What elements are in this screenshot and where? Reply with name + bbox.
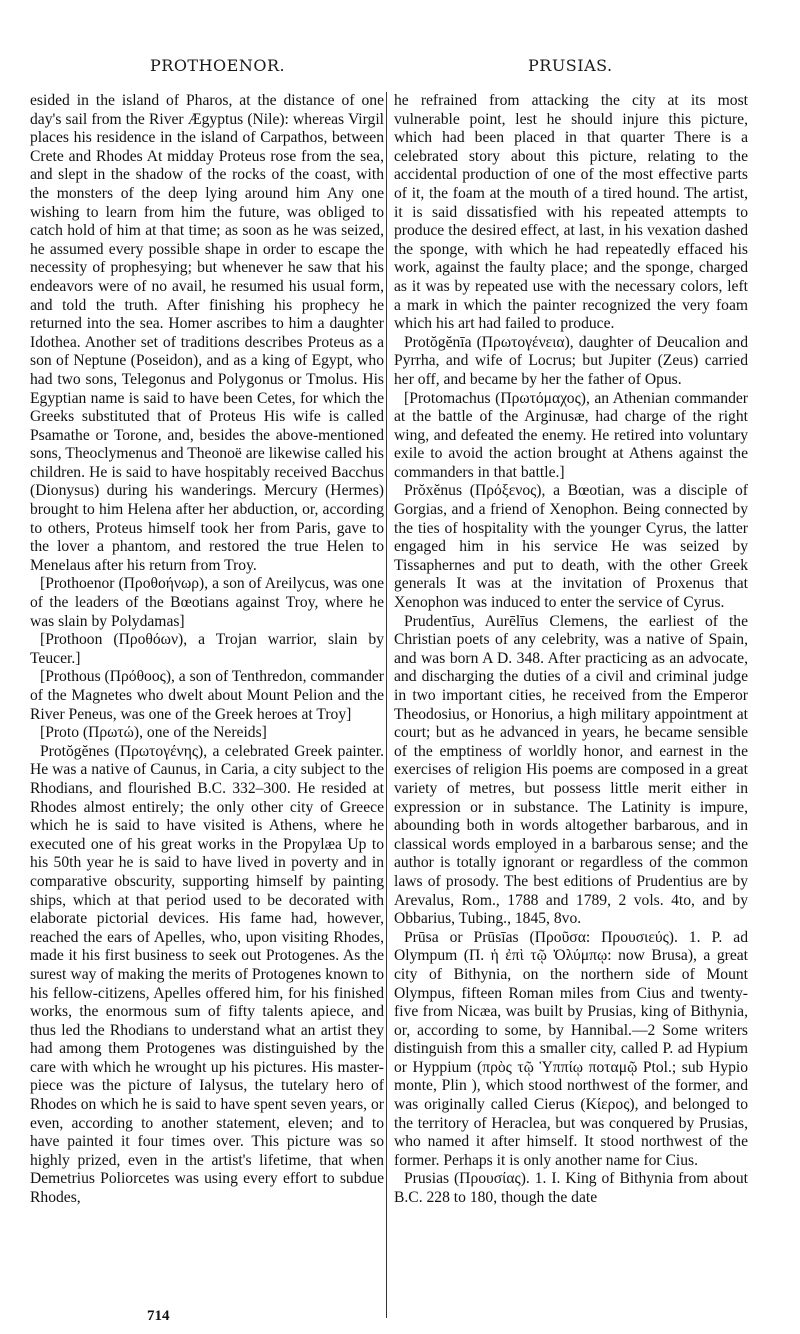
- entry-proxenus: Prŏxĕnus (Πρόξενος), a Bœotian, was a disciple of Gorgias, and a friend of Xenophon. Being connected by the ties of hospitality with the younger Cyrus, the latter engaged him in his service He was seized by Tissaphernes and put to death, with the other Greek generals It was at the invitation of Proxenus that Xenophon was induced to enter the service of Cyrus.: [394, 482, 748, 612]
- column-divider: [386, 92, 387, 1318]
- running-head-left: PROTHOENOR.: [150, 56, 286, 75]
- entry-prothoenor: [Prothoenor (Προθοήνωρ), a son of Areilycus, was one of the leaders of the Bœotians against Troy, where he was slain by Polydamas]: [30, 575, 384, 630]
- entry-proteus-continued: esided in the island of Pharos, at the distance of one day's sail from the River Ægyptus (Nile): whereas Virgil places his residence in the island of Carpathos, between Crete and Rhodes At midday Proteus rose from the sea, and slept in the shadow of the rocks of the coast, with the monsters of the deep lying around him Any one wishing to learn from him the future, was obliged to catch hold of him at that time; as soon as he was seized, he assumed every possible shape in order to escape the necessity of prophesying; but whenever he saw that his endeavors were of no avail, he resumed his usual form, and told the truth. After finishing his prophecy he returned into the sea. Homer ascribes to him a daughter Idothea. Another set of traditions describes Proteus as a son of Neptune (Poseidon), and as a king of Egypt, who had two sons, Telegonus and Polygonus or Tmolus. His Egyptian name is said to have been Cetes, for which the Greeks substituted that of Proteus His wife is called Psamathe or Torone, and, besides the above-mentioned sons, Theoclymenus and Theonoë are likewise called his children. He is said to have hospitably received Bacchus (Dionysus) during his wanderings. Mercury (Hermes) brought to him Helena after her abduction, or, according to others, Proteus himself took her from Paris, gave to the lover a phantom, and restored the true Helen to Menelaus after his return from Troy.: [30, 92, 384, 574]
- entry-protogenes-continued: he refrained from attacking the city at its most vulnerable point, lest he should injure this picture, which had been placed in that quarter There is a celebrated story about this picture, relating to the accidental production of one of the most effective parts of it, the foam at the mouth of a tired hound. The artist, it is said dissatisfied with his repeated attempts to produce the desired effect, at last, in his vexation dashed the sponge, with which he had repeatedly effaced his work, against the faulty place; and the sponge, charged as it was by repeated use with the necessary colors, left a mark in which the painter recognized the very foam which his art had failed to produce.: [394, 92, 748, 333]
- entry-prothoon: [Prothoon (Προθόων), a Trojan warrior, slain by Teucer.]: [30, 631, 384, 667]
- entry-protogenes: Protŏgĕnes (Πρωτογένης), a celebrated Greek painter. He was a native of Caunus, in Caria, a city subject to the Rhodians, and flourished B.C. 332–300. He resided at Rhodes almost entirely; the only other city of Greece which he is said to have visited is Athens, where he executed one of his great works in the Propylæa Up to his 50th year he is said to have lived in poverty and in comparative obscurity, supporting himself by painting ships, which at that period used to be decorated with elaborate pictorial devices. His fame had, however, reached the ears of Apelles, who, upon visiting Rhodes, made it his first business to seek out Protogenes. As the surest way of making the merits of Protogenes known to his fellow-citizens, Apelles offered him, for his finished works, the enormous sum of fifty talents apiece, and thus led the Rhodians to understand what an artist they had among them Protogenes was distinguished by the care with which he wrought up his pictures. His master-piece was the picture of Ialysus, the tutelary hero of Rhodes on which he is said to have spent seven years, or even, according to another statement, eleven; and to have painted it four times over. This picture was so highly prized, even in the artist's lifetime, that when Demetrius Poliorcetes was using every effort to subdue Rhodes,: [30, 742, 384, 1207]
- entry-protomachus: [Protomachus (Πρωτόμαχος), an Athenian commander at the battle of the Arginusæ, had charge of the right wing, and defeated the enemy. He retired into voluntary exile to avoid the action brought at Athens against the commanders in that battle.]: [394, 389, 748, 481]
- left-column: [30, 92, 384, 1208]
- entry-protogenia: Protŏgĕnīa (Πρωτογένεια), daughter of Deucalion and Pyrrha, and wife of Locrus; but Jupiter (Zeus) carried her off, and became by her the father of Opus.: [394, 333, 748, 388]
- right-column: [394, 92, 748, 1208]
- entry-prusa: Prūsa or Prūsīas (Προῦσα: Προυσιεύς). 1. P. ad Olympum (Π. ἡ ἐπὶ τῷ Ὀλύμπῳ: now Brusa), a great city of Bithynia, on the northern side of Mount Olympus, fifteen Roman miles from Cius and twenty-five from Nicæa, was built by Prusias, king of Bithynia, or, according to some, by Hannibal.—2 Some writers distinguish from this a smaller city, called P. ad Hypium or Hyppium (πρὸς τῷ Ὑππίῳ ποταμῷ Ptol.; sub Hypio monte, Plin ), which stood northwest of the former, and was originally called Cierus (Κίερος), and belonged to the territory of Heraclea, but was conquered by Prusias, who named it after himself. It stood northwest of the former. Perhaps it is only another name for Cius.: [394, 928, 748, 1169]
- entry-proto: [Proto (Πρωτώ), one of the Nereids]: [40, 724, 267, 742]
- page-number: 714: [147, 1308, 170, 1324]
- running-head-right: PRUSIAS.: [528, 56, 613, 75]
- entry-prusias: Prusias (Προυσίας). 1. I. King of Bithynia from about B.C. 228 to 180, though the date: [394, 1170, 748, 1207]
- entry-prudentius: Prudentīus, Aurēlīus Clemens, the earliest of the Christian poets of any celebrity, was a native of Spain, and was born A D. 348. After practicing as an advocate, and discharging the duties of a civil and criminal judge in two important cities, he received from the Emperor Theodosius, or Honorius, a high military appointment at court; but as he advanced in years, he became sensible of the emptiness of worldly honor, and earnest in the exercises of religion His poems are composed in a great variety of metres, but possess little merit either in expression or in substance. The Latinity is impure, abounding both in words altogether barbarous, and in classical words employed in a barbarous sense; and the author is totally ignorant or regardless of the common laws of prosody. The best editions of Prudentius are by Arevalus, Rom., 1788 and 1789, 2 vols. 4to, and by Obbarius, Tubing., 1845, 8vo.: [394, 612, 748, 928]
- entry-prothous: [Prothous (Πρόθοος), a son of Tenthredon, commander of the Magnetes who dwelt about Mount Pelion and the River Peneus, was one of the Greek heroes at Troy]: [30, 668, 384, 723]
